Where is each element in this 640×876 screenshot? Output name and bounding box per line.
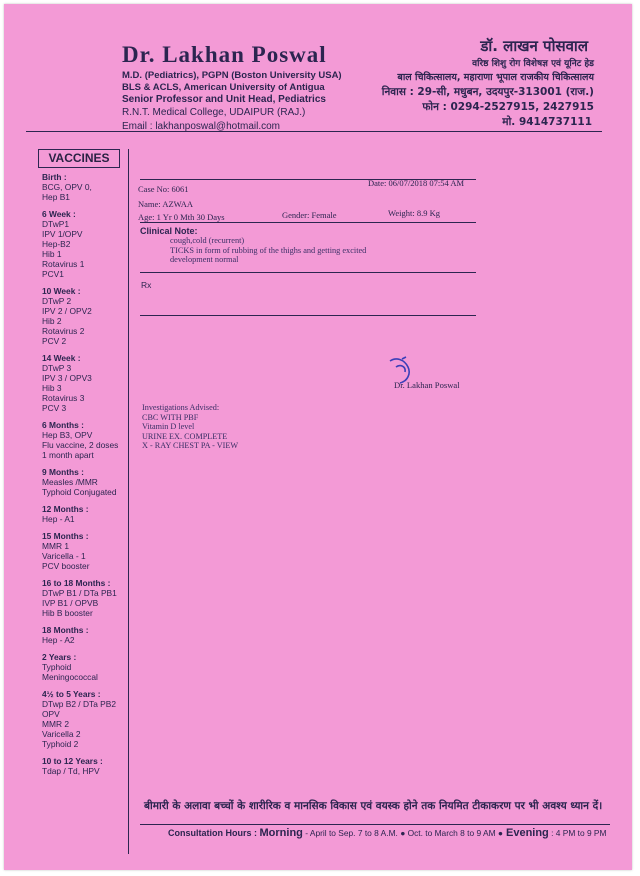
footer-hindi-note: बीमारी के अलावा बच्चों के शारीरिक व मानसिक विकास एवं वयस्क होने तक नियमित टीकाकरण पर भी अवश्य ध्यान दें। xyxy=(144,800,603,812)
vaccine-group-title: 18 Months : xyxy=(42,625,89,635)
visit-date: Date: 06/07/2018 07:54 AM xyxy=(368,178,465,188)
form-info-rule xyxy=(140,222,476,223)
vaccine-item: DTwP1 xyxy=(42,219,69,229)
clinical-note-line: TICKS in form of rubbing of the thighs and getting excited xyxy=(170,245,367,255)
hours-label: Consultation Hours : xyxy=(168,828,257,838)
vaccine-item: BCG, OPV 0, xyxy=(42,182,92,192)
patient-weight: Weight: 8.9 Kg xyxy=(388,208,440,218)
vaccines-title: VACCINES xyxy=(38,149,120,168)
vaccine-group-title: 10 to 12 Years : xyxy=(42,756,103,766)
vaccine-item: OPV xyxy=(42,709,60,719)
doctor-name-hindi: डॉ. लाखन पोसवाल xyxy=(480,37,588,55)
vaccine-group xyxy=(42,578,132,618)
rx-label: Rx xyxy=(141,280,152,290)
vaccine-group-title: 6 Week : xyxy=(42,209,76,219)
vaccine-item: IPV 1/OPV xyxy=(42,229,83,239)
evening-label: Evening xyxy=(502,827,549,839)
vaccine-item: PCV 2 xyxy=(42,336,67,346)
vaccine-item: Rotavirus 3 xyxy=(42,393,85,403)
vaccine-group-title: Birth : xyxy=(42,172,67,182)
clinical-note-line: cough,cold (recurrent) xyxy=(170,236,245,245)
vaccine-item: Hib B booster xyxy=(42,608,93,618)
vaccine-item: 1 month apart xyxy=(42,450,94,460)
vaccine-item: DTwP 2 xyxy=(42,296,72,306)
vaccine-group xyxy=(42,209,132,279)
vaccine-group xyxy=(42,531,132,571)
designation: Senior Professor and Unit Head, Pediatrics xyxy=(122,94,326,105)
investigation-item: CBC WITH PBF xyxy=(142,412,199,422)
vaccine-group-title: 10 Week : xyxy=(42,286,81,296)
investigations-label: Investigations Advised: xyxy=(142,403,220,412)
vaccine-item: Varicella 2 xyxy=(42,729,81,739)
evening-hours: : 4 PM to 9 PM xyxy=(548,828,607,838)
vaccine-item: PCV booster xyxy=(42,561,90,571)
footer-divider xyxy=(140,824,610,825)
patient-gender: Gender: Female xyxy=(282,210,337,220)
vaccine-group xyxy=(42,353,132,413)
vaccine-item: Meningococcal xyxy=(42,672,98,682)
vaccine-item: Hib 2 xyxy=(42,316,62,326)
investigation-item: URINE EX. COMPLETE xyxy=(142,431,228,441)
consultation-hours xyxy=(168,827,607,839)
qualification-2: BLS & ACLS, American University of Antigua xyxy=(122,82,325,93)
morning-hours: - April to Sep. 7 to 8 A.M. ● Oct. to March 8 to 9 AM ● xyxy=(302,828,503,838)
hindi-line-2: बाल चिकित्सालय, महाराणा भूपाल राजकीय चिकित्सालय xyxy=(397,72,594,83)
hindi-phone: फोन : 0294-2527915, 2427915 xyxy=(422,101,594,113)
header-divider xyxy=(26,131,602,132)
patient-name: Name: AZWAA xyxy=(138,199,194,209)
vaccine-group-title: 16 to 18 Months : xyxy=(42,578,111,588)
vaccine-item: Hep B3, OPV xyxy=(42,430,93,440)
vaccine-item: IVP B1 / OPVB xyxy=(42,598,99,608)
hindi-line-1: वरिष्ठ शिशु रोग विशेषज्ञ एवं यूनिट हेड xyxy=(472,59,594,69)
doctor-name: Dr. Lakhan Poswal xyxy=(122,42,327,67)
vaccine-group-title: 9 Months : xyxy=(42,467,84,477)
qualification-1: M.D. (Pediatrics), PGPN (Boston University USA) xyxy=(122,70,342,81)
vaccine-schedule xyxy=(42,172,132,783)
vaccine-item: Typhoid 2 xyxy=(42,739,79,749)
vaccine-group-title: 14 Week : xyxy=(42,353,81,363)
vaccine-group-title: 15 Months : xyxy=(42,531,89,541)
vaccine-item: Hib 3 xyxy=(42,383,62,393)
vaccine-item: IPV 2 / OPV2 xyxy=(42,306,92,316)
vaccine-group xyxy=(42,467,132,497)
vaccine-item: DTwP 3 xyxy=(42,363,72,373)
clinical-note-label: Clinical Note: xyxy=(140,226,198,236)
hindi-mobile: मो. 9414737111 xyxy=(502,116,592,128)
investigation-item: Vitamin D level xyxy=(142,422,195,431)
vaccine-item: Rotavirus 2 xyxy=(42,326,85,336)
email: Email : lakhanposwal@hotmail.com xyxy=(122,121,280,132)
vaccine-group xyxy=(42,689,132,749)
vaccine-item: MMR 2 xyxy=(42,719,69,729)
vaccine-item: PCV 3 xyxy=(42,403,67,413)
vaccine-item: Hep B1 xyxy=(42,192,70,202)
vaccine-group xyxy=(42,652,132,682)
vaccine-item: Hep - A2 xyxy=(42,635,75,645)
vaccine-group-title: 2 Years : xyxy=(42,652,77,662)
vaccine-item: DTwP B1 / DTa PB1 xyxy=(42,588,117,598)
clinical-notes xyxy=(170,236,366,265)
vaccine-item: Hib 1 xyxy=(42,249,62,259)
notes-rule xyxy=(140,272,476,273)
rx-rule xyxy=(140,315,476,316)
vaccine-item: DTwp B2 / DTa PB2 xyxy=(42,699,117,709)
signature-name: Dr. Lakhan Poswal xyxy=(394,380,460,390)
vaccine-item: Flu vaccine, 2 doses xyxy=(42,440,119,450)
case-number: Case No: 6061 xyxy=(138,184,189,194)
vaccine-item: Typhoid Conjugated xyxy=(42,487,117,497)
morning-label: Morning xyxy=(259,827,303,839)
vaccine-group xyxy=(42,286,132,346)
vaccine-item: MMR 1 xyxy=(42,541,69,551)
vaccine-group-title: 12 Months : xyxy=(42,504,89,514)
vaccine-item: Rotavirus 1 xyxy=(42,259,85,269)
vaccine-item: Typhoid xyxy=(42,662,72,672)
vaccine-group xyxy=(42,625,132,645)
investigation-item: X - RAY CHEST PA - VIEW xyxy=(142,441,239,450)
vaccine-item: Varicella - 1 xyxy=(42,551,86,561)
prescription-sheet xyxy=(4,4,632,870)
clinical-note-line: development normal xyxy=(170,255,239,264)
vaccine-item: Hep - A1 xyxy=(42,514,75,524)
hindi-address: निवास : 29-सी, मधुबन, उदयपुर-313001 (राज.) xyxy=(381,86,594,98)
vaccine-group-title: 4½ to 5 Years : xyxy=(42,689,101,699)
vaccine-group-title: 6 Months : xyxy=(42,420,84,430)
vaccine-group xyxy=(42,756,132,776)
vaccine-item: Hep-B2 xyxy=(42,239,71,249)
vaccine-item: IPV 3 / OPV3 xyxy=(42,373,92,383)
vaccine-group xyxy=(42,172,132,202)
vaccine-item: Tdap / Td, HPV xyxy=(42,766,100,776)
investigations xyxy=(142,403,238,451)
vaccine-group xyxy=(42,504,132,524)
vaccine-item: PCV1 xyxy=(42,269,64,279)
vaccine-item: Measles /MMR xyxy=(42,477,98,487)
college: R.N.T. Medical College, UDAIPUR (RAJ.) xyxy=(122,107,306,118)
patient-age: Age: 1 Yr 0 Mth 30 Days xyxy=(138,212,225,222)
vaccine-group xyxy=(42,420,132,460)
